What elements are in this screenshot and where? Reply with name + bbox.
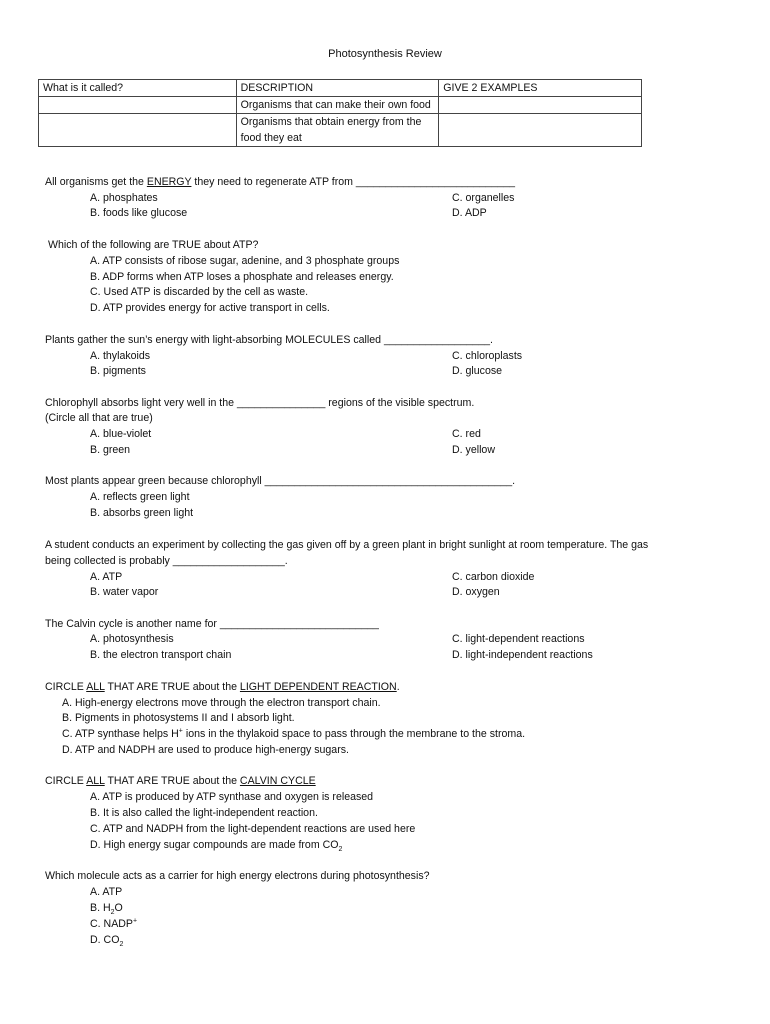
question-light-dependent: CIRCLE ALL THAT ARE TRUE about the LIGHT DEPENDENT REACTION.	[45, 681, 400, 693]
header-description: DESCRIPTION	[236, 80, 439, 97]
question-note: (Circle all that are true)	[45, 412, 153, 424]
option-b: B. It is also called the light-independent reaction.	[90, 807, 318, 819]
option-a: A. ATP is produced by ATP synthase and oxygen is released	[90, 791, 374, 803]
question-energy: All organisms get the ENERGY they need to regenerate ATP from ___________________________	[45, 176, 516, 188]
question-gas-cont: being collected is probably ___________________.	[45, 555, 288, 567]
option-d: D. ATP and NADPH are used to produce high-energy sugars.	[62, 744, 349, 756]
option-c: C. NADP+	[90, 917, 138, 930]
answer-cell[interactable]	[39, 114, 237, 147]
question-gas: A student conducts an experiment by collecting the gas given off by a green plant in bright sunlight at room temperature. The gas	[45, 539, 649, 551]
option-b: B. absorbs green light	[90, 507, 194, 519]
option-d: D. ADP	[452, 207, 487, 219]
option-d: D. High energy sugar compounds are made from $CO_2$	[90, 839, 343, 854]
option-a: A. ATP consists of ribose sugar, adenine, and 3 phosphate groups	[90, 255, 400, 267]
question-chlorophyll: Chlorophyll absorbs light very well in the _______________ regions of the visible spectrum.	[45, 397, 475, 409]
option-c: C. ATP synthase helps H+ ions in the thylakoid space to pass through the membrane to the stroma.	[62, 727, 526, 740]
option-b: B. pigments	[90, 365, 146, 377]
option-c: C. organelles	[452, 192, 515, 204]
option-b: B. ADP forms when ATP loses a phosphate and releases energy.	[90, 271, 394, 283]
question-molecules: Plants gather the sun’s energy with light-absorbing MOLECULES called __________________.	[45, 334, 493, 346]
option-a: A. phosphates	[90, 192, 158, 204]
option-d: D. ATP provides energy for active transport in cells.	[90, 302, 330, 314]
review-table	[38, 79, 642, 147]
examples-cell[interactable]	[439, 114, 642, 147]
option-a: A. blue-violet	[90, 428, 152, 440]
option-b: B. green	[90, 444, 131, 456]
option-b: B. Pigments in photosystems II and I absorb light.	[62, 712, 295, 724]
option-d: D. yellow	[452, 444, 495, 456]
examples-cell[interactable]	[439, 97, 642, 114]
option-a: A. ATP	[90, 571, 123, 583]
option-c: C. light-dependent reactions	[452, 633, 585, 645]
option-b: B. water vapor	[90, 586, 159, 598]
table-header-row	[39, 80, 642, 97]
option-c: C. Used ATP is discarded by the cell as waste.	[90, 286, 309, 298]
option-b: B. foods like glucose	[90, 207, 188, 219]
option-a: A. photosynthesis	[90, 633, 174, 645]
option-b: B. the electron transport chain	[90, 649, 232, 661]
question-calvin-cycle: CIRCLE ALL THAT ARE TRUE about the CALVIN CYCLE	[45, 775, 316, 787]
table-row	[39, 114, 642, 147]
option-d: D. glucose	[452, 365, 503, 377]
option-d: D. $CO_2$	[90, 934, 124, 949]
header-give-2-examples: GIVE 2 EXAMPLES	[439, 80, 642, 97]
description-cell: Organisms that obtain energy from the food they eat	[236, 114, 439, 147]
option-d: D. oxygen	[452, 586, 500, 598]
option-b: B. $H_2O$	[90, 902, 123, 917]
question-carrier: Which molecule acts as a carrier for high energy electrons during photosynthesis?	[45, 870, 430, 882]
option-a: A. ATP	[90, 886, 123, 898]
question-green: Most plants appear green because chlorophyll __________________________________________.	[45, 475, 516, 487]
option-c: C. chloroplasts	[452, 350, 523, 362]
option-d: D. light-independent reactions	[452, 649, 593, 661]
header-what-is-it-called: What is it called?	[39, 80, 237, 97]
option-a: A. thylakoids	[90, 350, 151, 362]
table-row	[39, 97, 642, 114]
question-atp: Which of the following are TRUE about ATP?	[48, 239, 259, 251]
question-calvin-name: The Calvin cycle is another name for ___________________________	[45, 618, 379, 630]
option-c: C. red	[452, 428, 481, 440]
option-c: C. ATP and NADPH from the light-dependent reactions are used here	[90, 823, 416, 835]
option-a: A. reflects green light	[90, 491, 190, 503]
option-c: C. carbon dioxide	[452, 571, 535, 583]
page-title: Photosynthesis Review	[328, 48, 442, 60]
description-cell: Organisms that can make their own food	[236, 97, 439, 114]
option-a: A. High-energy electrons move through the electron transport chain.	[62, 697, 381, 709]
answer-cell[interactable]	[39, 97, 237, 114]
